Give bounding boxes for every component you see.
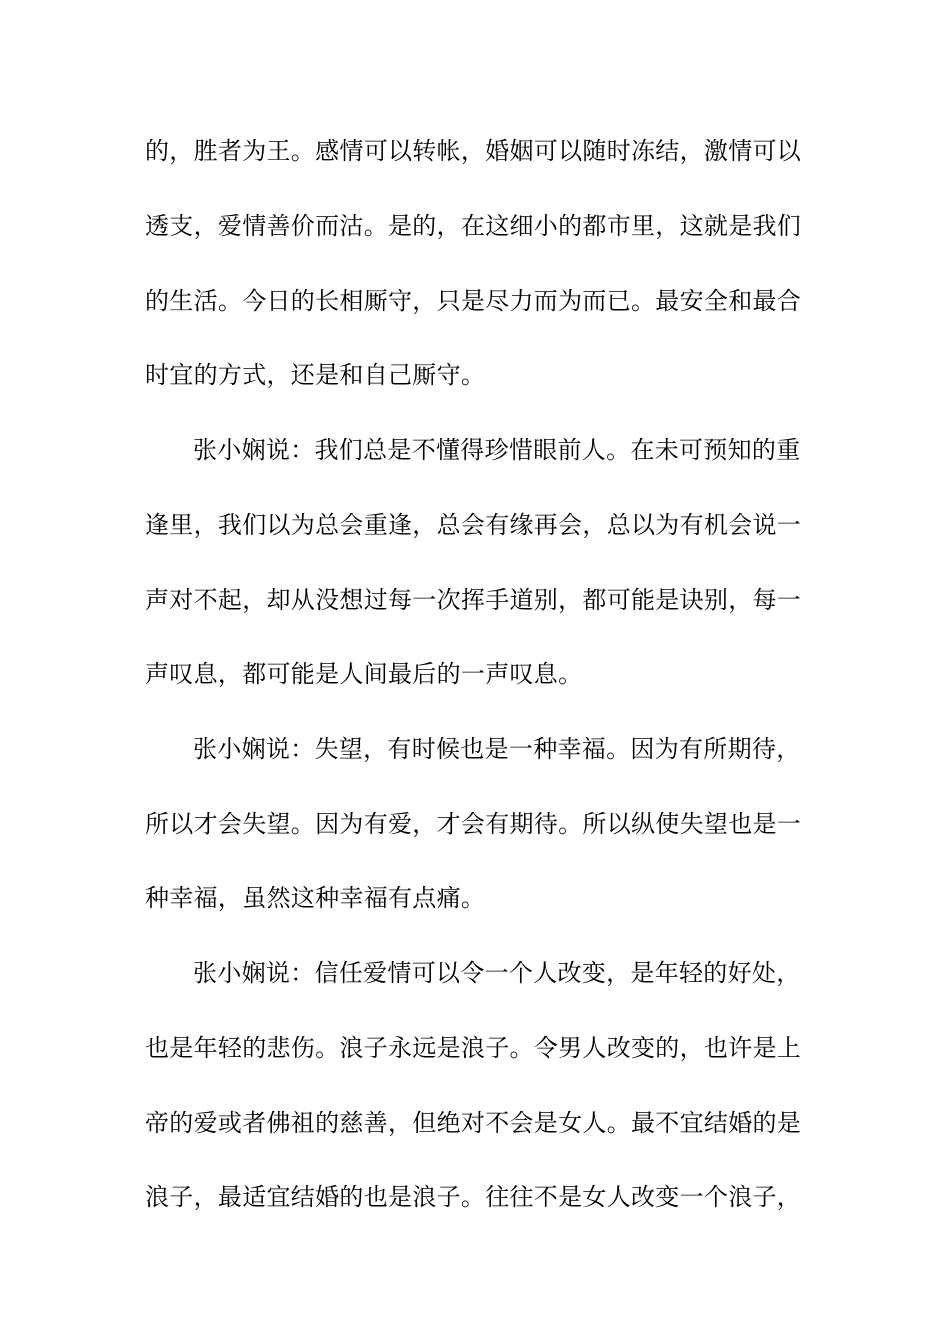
text-line: 声对不起，却从没想过每一次挥手道别，都可能是诀别，每一 bbox=[145, 586, 802, 614]
text-line: 所以才会失望。因为有爱，才会有期待。所以纵使失望也是一 bbox=[145, 810, 802, 838]
text-line: 浪子，最适宜结婚的也是浪子。往往不是女人改变一个浪子， bbox=[145, 1183, 802, 1211]
paragraph-first-line: 张小娴说：我们总是不懂得珍惜眼前人。在未可预知的重 bbox=[193, 436, 801, 464]
text-line: 也是年轻的悲伤。浪子永远是浪子。令男人改变的，也许是上 bbox=[145, 1034, 802, 1062]
text-line: 透支，爱情善价而沽。是的，在这细小的都市里，这就是我们 bbox=[145, 212, 802, 240]
text-line: 声叹息，都可能是人间最后的一声叹息。 bbox=[145, 660, 583, 688]
text-line: 种幸福，虽然这种幸福有点痛。 bbox=[145, 884, 486, 912]
paragraph-first-line: 张小娴说：信任爱情可以令一个人改变，是年轻的好处， bbox=[193, 959, 801, 987]
text-line: 帝的爱或者佛祖的慈善，但绝对不会是女人。最不宜结婚的是 bbox=[145, 1109, 802, 1137]
paragraph-first-line: 张小娴说：失望，有时候也是一种幸福。因为有所期待， bbox=[193, 735, 801, 763]
text-line: 时宜的方式，还是和自己厮守。 bbox=[145, 361, 486, 389]
text-line: 的生活。今日的长相厮守，只是尽力而为而已。最安全和最合 bbox=[145, 287, 802, 315]
text-line: 逢里，我们以为总会重逢，总会有缘再会，总以为有机会说一 bbox=[145, 511, 802, 539]
text-line: 的，胜者为王。感情可以转帐，婚姻可以随时冻结，激情可以 bbox=[145, 137, 802, 165]
